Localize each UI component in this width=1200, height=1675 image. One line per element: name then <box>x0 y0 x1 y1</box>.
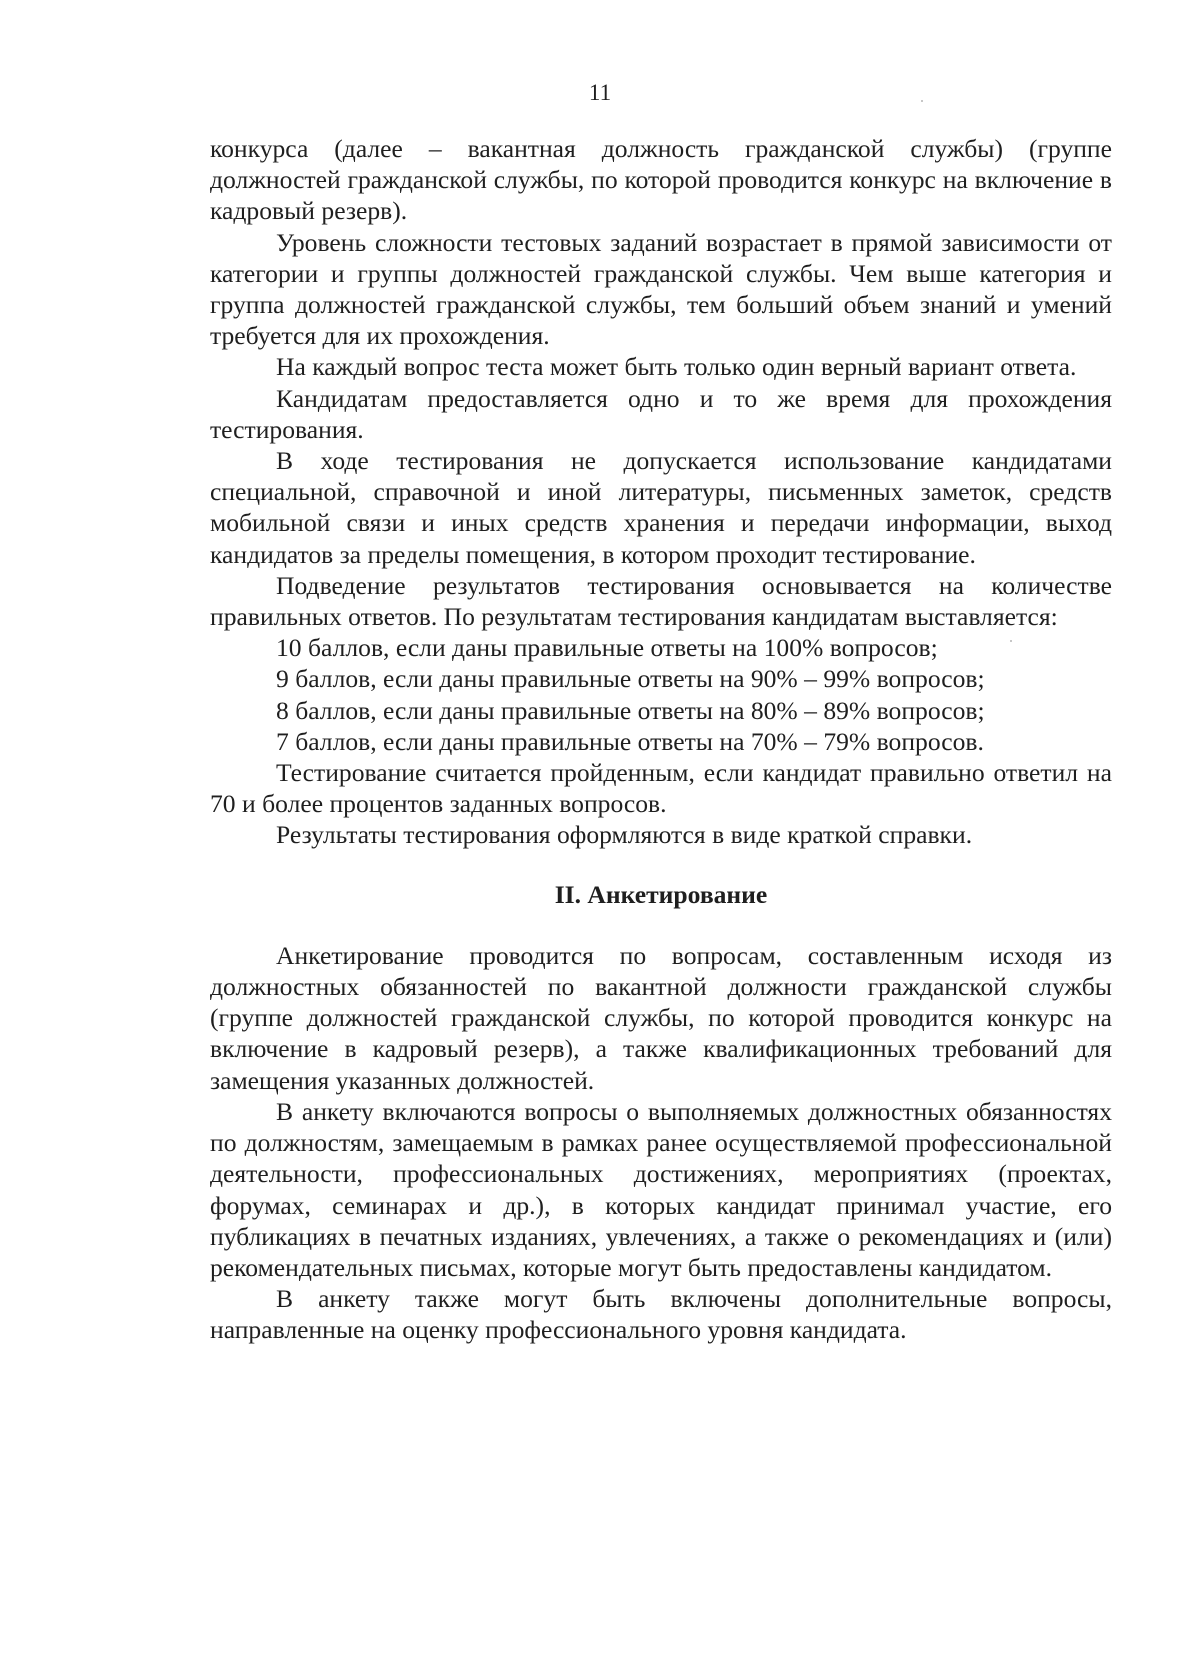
paragraph-questionnaire-basis: Анкетирование проводится по вопросам, составленным исходя из должностных обязанностей по вакантной должности гражданской службы (группе должностей гражданской службы, по которой проводится конкурс на включение в кадровый резерв), а также квалификационных требований для замещения указанных должностей. <box>210 940 1112 1095</box>
section-heading-questionnaire: II. Анкетирование <box>554 879 768 909</box>
score-line-8: 8 баллов, если даны правильные ответы на 80% – 89% вопросов; <box>276 695 985 725</box>
paragraph-contest-continuation: конкурса (далее – вакантная должность гражданской службы) (группе должностей гражданской службы, по которой проводится конкурс на включение в кадровый резерв). <box>210 134 1112 226</box>
paragraph-single-answer: На каждый вопрос теста может быть только один верный вариант ответа. <box>276 352 1077 382</box>
paragraph-equal-time: Кандидатам предоставляется одно и то же время для прохождения тестирования. <box>210 383 1112 444</box>
score-line-9: 9 баллов, если даны правильные ответы на 90% – 99% вопросов; <box>276 664 985 694</box>
page-number: 11 <box>588 80 612 105</box>
score-line-7: 7 баллов, если даны правильные ответы на 70% – 79% вопросов. <box>276 726 984 756</box>
paragraph-testing-rules: В ходе тестирования не допускается использование кандидатами специальной, справочной и иной литературы, письменных заметок, средств мобильной связи и иных средств хранения и передачи информации, выход кандидатов за пределы помещения, в котором проходит тестирование. <box>210 446 1112 569</box>
document-body <box>210 133 1112 1346</box>
paragraph-results-basis: Подведение результатов тестирования основывается на количестве правильных ответов. По результатам тестирования кандидатам выставляется: <box>210 570 1112 632</box>
paragraph-questionnaire-content: В анкету включаются вопросы о выполняемых должностных обязанностях по должностям, замещаемым в рамках ранее осуществляемой профессиональной деятельности, профессиональных достижениях, мероприятиях (проектах, форумах, семинарах и др.), в которых кандидат принимал участие, его публикациях в печатных изданиях, увлечениях, а также о рекомендациях и (или) рекомендательных письмах, которые могут быть предоставлены кандидатом. <box>210 1096 1112 1282</box>
paragraph-questionnaire-extra: В анкету также могут быть включены дополнительные вопросы, направленные на оценку профессионального уровня кандидата. <box>210 1284 1112 1345</box>
paragraph-pass-threshold: Тестирование считается пройденным, если кандидат правильно ответил на 70 и более процентов заданных вопросов. <box>210 758 1112 819</box>
scan-speck <box>921 100 923 102</box>
paragraph-results-format: Результаты тестирования оформляются в виде краткой справки. <box>276 820 973 850</box>
score-line-10: 10 баллов, если даны правильные ответы на 100% вопросов; <box>276 633 938 663</box>
paragraph-test-difficulty: Уровень сложности тестовых заданий возрастает в прямой зависимости от категории и группы должностей гражданской службы. Чем выше категория и группа должностей гражданской службы, тем больший объем знаний и умений требуется для их прохождения. <box>210 227 1112 351</box>
